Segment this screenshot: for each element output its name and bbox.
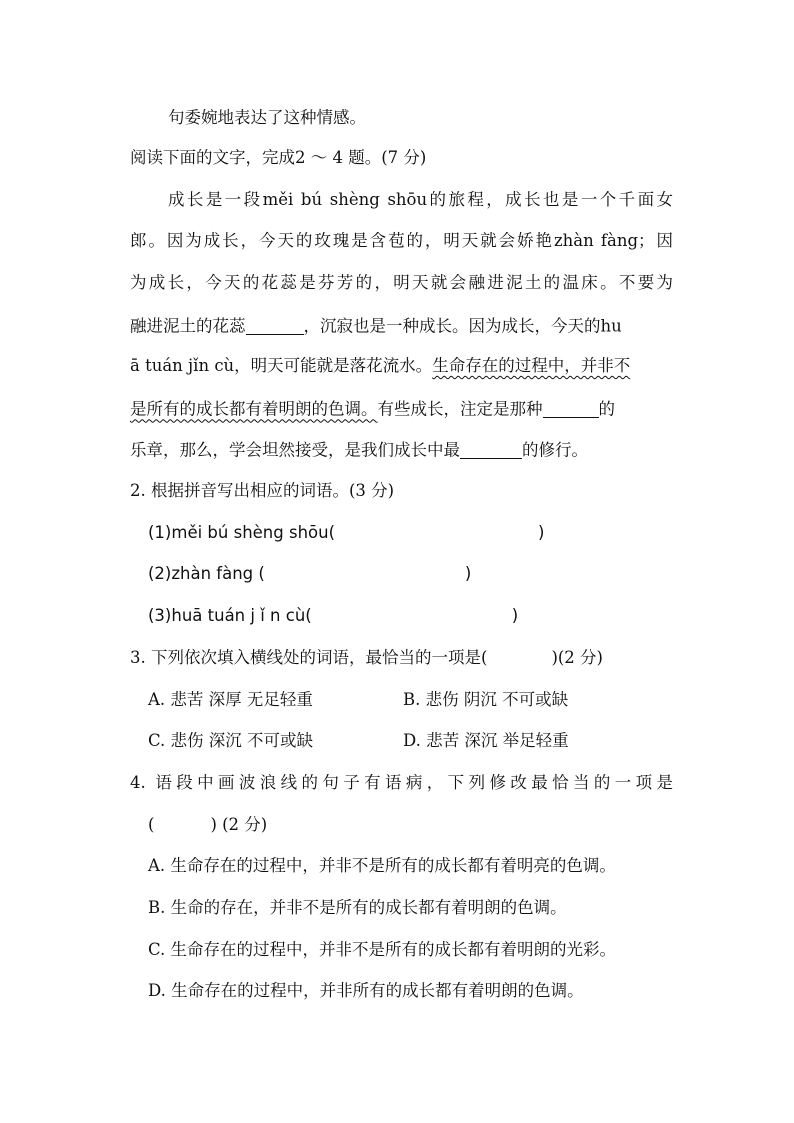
- passage-line-1: 成长是一段mě​i bú shèng shōu的旅程，成长也是一个千面女: [168, 190, 673, 209]
- fill-blank-2[interactable]: [543, 400, 599, 418]
- section-instruction: 阅读下面的文字，完成2 ～ 4 题。(7 分): [130, 148, 427, 167]
- passage-line-7: [130, 441, 588, 459]
- question-2-item-3: [148, 608, 518, 625]
- fill-blank-1[interactable]: [246, 317, 304, 335]
- passage-text: 的修行。: [522, 440, 588, 460]
- option-4d[interactable]: D. 生命存在的过程中，并非所有的成长都有着明朗的色调。: [148, 981, 584, 1000]
- pinyin-prompt: (1)měi bú shèng shōu(: [148, 523, 336, 542]
- passage-text: 乐章，那么，学会坦然接受，是我们成长中最: [130, 440, 460, 460]
- question-text: 3. 下列依次填入横线处的词语，最恰当的一项是(: [130, 648, 488, 667]
- passage-text: 的: [598, 399, 615, 419]
- fill-blank-3[interactable]: [460, 441, 522, 459]
- passage-line-6: [130, 400, 615, 418]
- option-3c[interactable]: C. 悲伤 深沉 不可或缺: [148, 731, 314, 750]
- passage-text: ，沉寂也是一种成长。因为成长，今天的hu: [303, 316, 622, 336]
- question-2-item-1: [148, 525, 544, 542]
- paren-open: (: [148, 815, 155, 834]
- question-4-answer-line: [148, 817, 267, 834]
- option-4a[interactable]: A. 生命存在的过程中，并非不是所有的成长都有着明亮的色调。: [148, 856, 616, 875]
- paren-close: ): [511, 606, 519, 625]
- paren-close: ): [538, 523, 545, 542]
- wavy-underlined-sentence: 生命存在的过程中，并非不: [432, 356, 631, 375]
- paren-close: ): [464, 564, 472, 583]
- continuation-line: 句委婉地表达了这种情感。: [168, 108, 366, 127]
- option-3b[interactable]: B. 悲伤 阴沉 不可或缺: [403, 690, 569, 709]
- question-2-stem: 2. 根据拼音写出相应的词语。(3 分): [130, 481, 395, 500]
- wavy-underlined-sentence: 是所有的成长都有着明朗的色调。: [130, 399, 378, 419]
- passage-text: 有些成长，注定是那种: [377, 399, 543, 419]
- question-3-stem: [130, 650, 603, 667]
- question-score: )(2 分): [551, 648, 603, 667]
- passage-text: ā tuán jǐn cù，明天可能就是落花流水。: [130, 356, 433, 375]
- option-3a[interactable]: A. 悲苦 深厚 无足轻重: [148, 690, 313, 709]
- passage-text: 融进泥土的花蕊: [130, 316, 246, 336]
- question-score: ) (2 分): [210, 815, 268, 834]
- option-4b[interactable]: B. 生命的存在，并非不是所有的成长都有着明朗的色调。: [148, 898, 567, 917]
- passage-line-3: 为成长，今天的花蕊是芬芳的，明天就会融进泥土的温床。不要为: [130, 273, 673, 292]
- passage-line-4: [130, 317, 622, 335]
- question-2-item-2: [148, 566, 471, 583]
- passage-line-2: 郎。因为成长，今天的玫瑰是含苞的，明天就会娇艳zhàn fàng；因: [130, 231, 673, 250]
- passage-line-5: [130, 358, 630, 375]
- question-4-stem: 4. 语段中画波浪线的句子有语病，下列修改最恰当的一项是: [130, 773, 673, 792]
- pinyin-prompt: (2)zhàn fàng (: [148, 564, 265, 583]
- pinyin-prompt: (3)huā tuán j ǐ n cù(: [148, 606, 312, 625]
- option-4c[interactable]: C. 生命存在的过程中，并非不是所有的成长都有着明朗的光彩。: [148, 940, 617, 959]
- option-3d[interactable]: D. 悲苦 深沉 举足轻重: [403, 731, 569, 750]
